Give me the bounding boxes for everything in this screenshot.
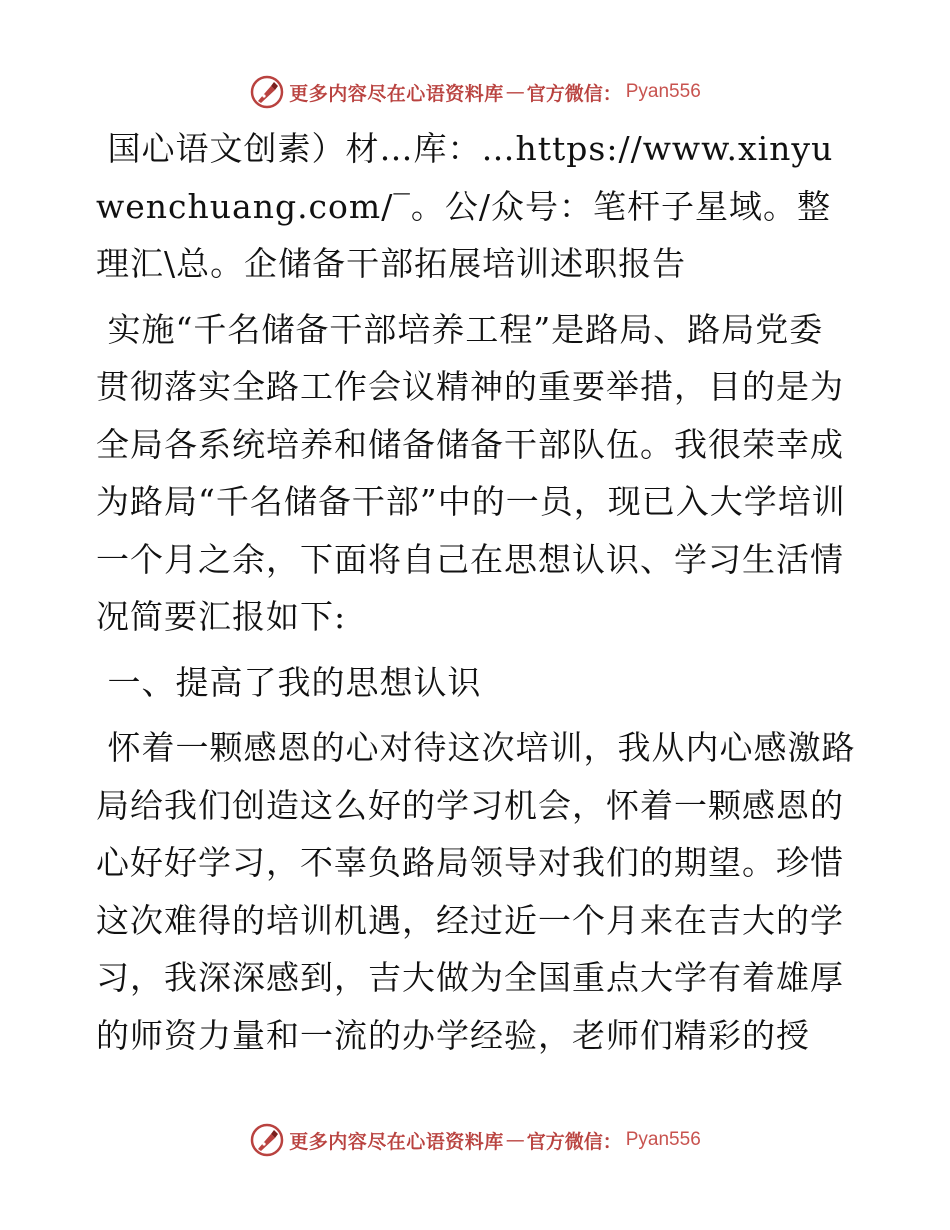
pen-nib-logo-icon — [249, 1122, 285, 1158]
paragraph-2: 怀着一颗感恩的心对待这次培训，我从内心感激路局给我们创造这么好的学习机会，怀着一颗感恩的心好好学习，不辜负路局领导对我们的期望。珍惜这次难得的培训机遇，经过近一个月来在吉大的学习，我深深感到，吉大做为全国重点大学有着雄厚的师资力量和一流的办学经验，老师们精彩的授 — [96, 728, 856, 1055]
paragraph-1: 实施“千名储备干部培养工程”是路局、路局党委贯彻落实全路工作会议精神的重要举措，目的是为全局各系统培养和储备储备干部队伍。我很荣幸成为路局“千名储备干部”中的一员，现已入大学培训一个月之余，下面将自己在思想认识、学习生活情况简要汇报如下: — [96, 309, 846, 636]
document-body — [96, 120, 856, 1064]
banner-wechat-id: Pyan556 — [625, 1129, 701, 1150]
header-banner — [0, 70, 950, 114]
pen-nib-logo-icon — [249, 74, 285, 110]
footer-banner — [0, 1118, 950, 1162]
section-heading-1: 一、提高了我的思想认识 — [96, 662, 482, 702]
banner-official-label: 官方微信： — [526, 1130, 622, 1153]
banner-brand-text: 更多内容尽在心语资料库 — [289, 82, 504, 105]
banner-official-label: 官方微信： — [526, 82, 622, 105]
intro-paragraph: 国心语文创素）材…库：…https://www.xinyuwenchuang.com/‾。公/众号：笔杆子星域。整理汇\总。企储备干部拓展培训述职报告 — [96, 129, 834, 283]
banner-wechat-id: Pyan556 — [625, 81, 701, 102]
banner-brand-text: 更多内容尽在心语资料库 — [289, 1130, 504, 1153]
banner-separator: — — [505, 81, 525, 103]
banner-separator: — — [505, 1129, 525, 1151]
